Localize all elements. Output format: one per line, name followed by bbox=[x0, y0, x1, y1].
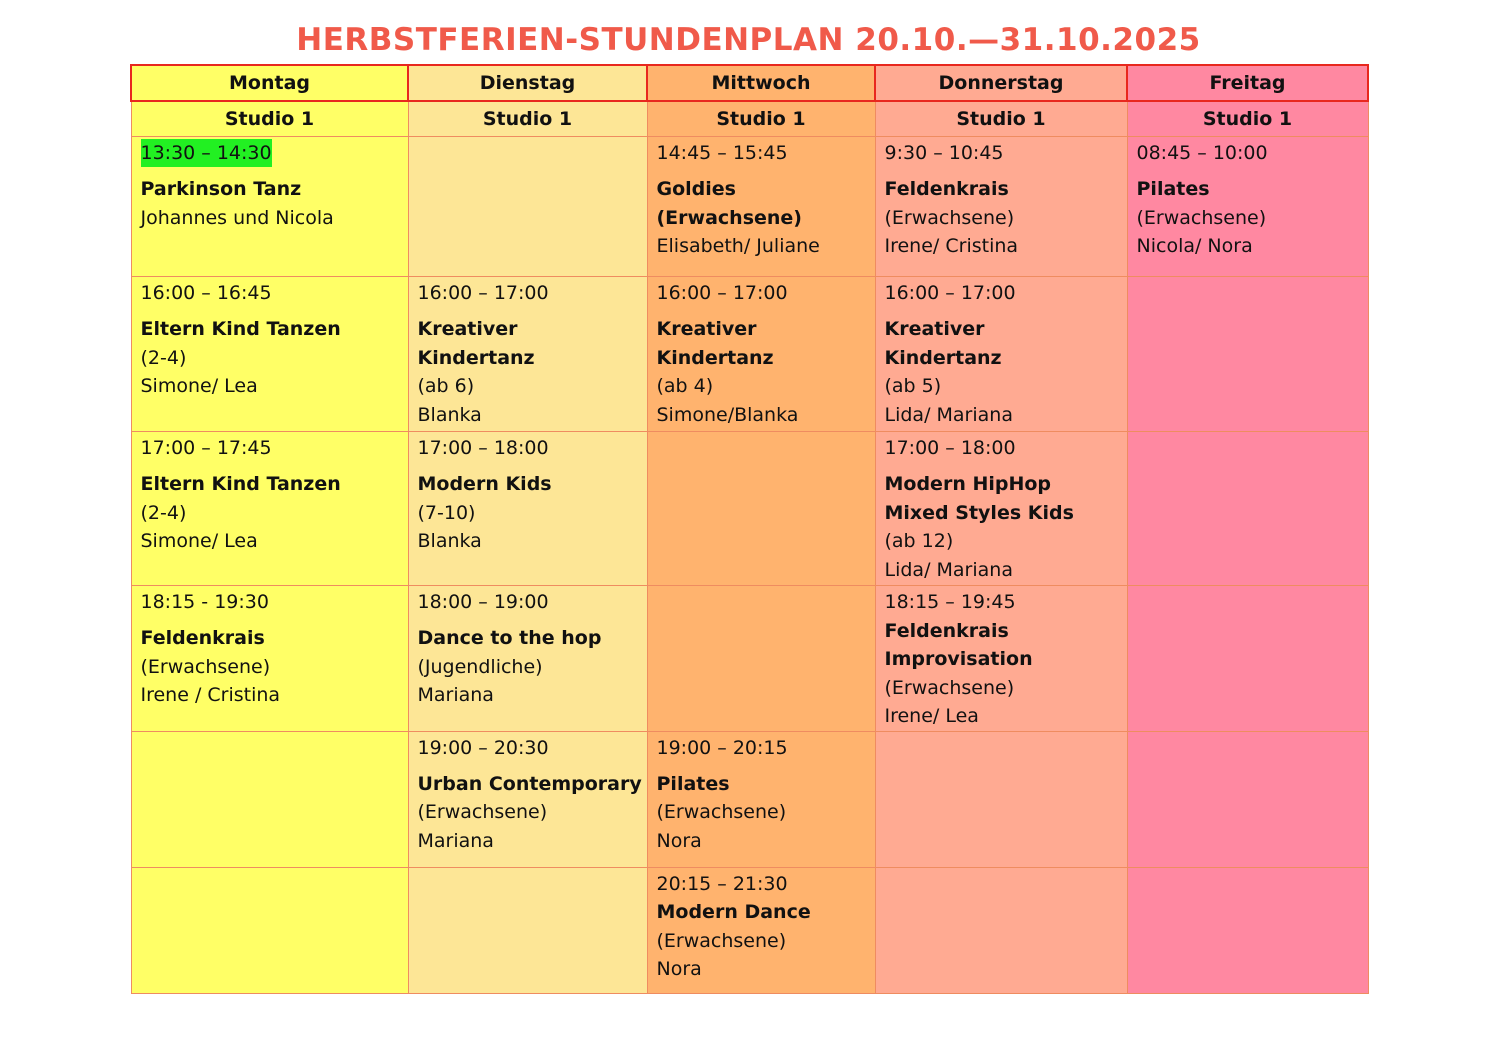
class-cell bbox=[875, 586, 1127, 732]
class-cell bbox=[131, 432, 408, 586]
class-name: Kreativer bbox=[656, 318, 757, 340]
class-name: Modern Dance bbox=[656, 901, 811, 923]
class-time: 19:00 – 20:15 bbox=[656, 736, 788, 759]
class-detail: Blanka bbox=[417, 530, 482, 552]
class-cell bbox=[647, 277, 875, 432]
studio-label: Studio 1 bbox=[647, 101, 875, 137]
empty-cell bbox=[131, 731, 408, 867]
class-entry bbox=[409, 586, 647, 710]
class-name: Feldenkrais bbox=[140, 627, 265, 649]
class-name: Feldenkrais bbox=[884, 619, 1009, 642]
class-time: 13:30 – 14:30 bbox=[141, 139, 272, 167]
class-cell bbox=[647, 731, 875, 867]
class-cell bbox=[408, 586, 647, 732]
class-time: 19:00 – 20:30 bbox=[417, 736, 549, 759]
class-time: 20:15 – 21:30 bbox=[656, 872, 788, 895]
class-entry bbox=[132, 277, 408, 401]
class-cell bbox=[875, 432, 1127, 586]
empty-cell bbox=[408, 137, 647, 277]
class-detail: Irene/ Lea bbox=[884, 705, 979, 727]
class-detail: Nora bbox=[656, 958, 702, 980]
empty-cell bbox=[1127, 277, 1368, 432]
class-time: 17:00 – 18:00 bbox=[417, 437, 549, 459]
class-entry bbox=[648, 137, 875, 261]
schedule-table bbox=[130, 64, 1369, 994]
empty-cell bbox=[647, 586, 875, 732]
class-entry bbox=[409, 432, 647, 556]
class-detail: (Erwachsene) bbox=[417, 801, 548, 823]
class-entry bbox=[648, 868, 875, 984]
empty-cell bbox=[408, 867, 647, 993]
class-entry bbox=[648, 732, 875, 856]
class-detail: (ab 12) bbox=[884, 530, 954, 552]
class-detail: Simone/ Lea bbox=[140, 375, 258, 397]
empty-cell bbox=[875, 731, 1127, 867]
class-entry bbox=[132, 586, 408, 710]
schedule-row bbox=[131, 867, 1368, 993]
class-name: Kindertanz bbox=[417, 346, 535, 369]
class-cell bbox=[875, 277, 1127, 432]
empty-cell bbox=[647, 432, 875, 586]
class-detail: (7-10) bbox=[417, 501, 476, 524]
class-name: Pilates bbox=[1136, 178, 1210, 200]
class-entry bbox=[876, 137, 1127, 261]
class-detail: (Erwachsene) bbox=[656, 801, 787, 823]
class-detail: (Erwachsene) bbox=[1136, 206, 1267, 229]
class-cell bbox=[131, 586, 408, 732]
class-time: 17:00 – 17:45 bbox=[140, 437, 272, 459]
class-name: Eltern Kind Tanzen bbox=[140, 473, 341, 495]
class-time: 17:00 – 18:00 bbox=[884, 437, 1016, 459]
day-header-dienstag: Dienstag bbox=[408, 65, 647, 101]
class-detail: Irene / Cristina bbox=[140, 684, 281, 706]
schedule-row bbox=[131, 137, 1368, 277]
schedule-row bbox=[131, 277, 1368, 432]
class-name: Kreativer bbox=[417, 318, 518, 340]
class-detail: (Erwachsene) bbox=[140, 655, 271, 678]
class-time: 18:15 – 19:45 bbox=[884, 591, 1016, 613]
class-detail: (2-4) bbox=[140, 501, 187, 524]
class-time: 18:00 – 19:00 bbox=[417, 591, 549, 613]
class-name: Kindertanz bbox=[884, 346, 1002, 369]
class-detail: (ab 4) bbox=[656, 375, 714, 397]
schedule-row bbox=[131, 586, 1368, 732]
class-name: Urban Contemporary bbox=[417, 772, 642, 795]
class-name: Modern HipHop bbox=[884, 473, 1052, 495]
class-name: Feldenkrais bbox=[884, 178, 1009, 200]
class-time: 18:15 - 19:30 bbox=[140, 591, 269, 613]
class-detail: Simone/Blanka bbox=[656, 403, 799, 426]
class-name: Pilates bbox=[656, 772, 730, 795]
empty-cell bbox=[1127, 867, 1368, 993]
class-detail: Elisabeth/ Juliane bbox=[656, 235, 820, 257]
class-cell bbox=[131, 137, 408, 277]
day-header-row bbox=[131, 65, 1368, 101]
class-detail: Blanka bbox=[417, 403, 482, 426]
schedule-row bbox=[131, 432, 1368, 586]
class-detail: Lida/ Mariana bbox=[884, 403, 1013, 426]
studio-label: Studio 1 bbox=[875, 101, 1127, 137]
day-header-mittwoch: Mittwoch bbox=[647, 65, 875, 101]
class-entry bbox=[876, 586, 1127, 731]
class-name: Modern Kids bbox=[417, 473, 552, 495]
class-entry bbox=[409, 732, 647, 856]
class-cell bbox=[408, 731, 647, 867]
class-detail: Nora bbox=[656, 829, 702, 852]
class-detail: (Erwachsene) bbox=[884, 676, 1015, 699]
class-cell bbox=[408, 432, 647, 586]
class-entry bbox=[876, 277, 1127, 429]
class-detail: (ab 6) bbox=[417, 375, 475, 397]
class-detail: Mariana bbox=[417, 684, 494, 706]
studio-label: Studio 1 bbox=[408, 101, 647, 137]
day-header-donnerstag: Donnerstag bbox=[875, 65, 1127, 101]
day-header-montag: Montag bbox=[131, 65, 408, 101]
class-cell bbox=[647, 867, 875, 993]
class-detail: Simone/ Lea bbox=[140, 530, 258, 552]
class-name: Dance to the hop bbox=[417, 627, 602, 649]
class-detail: (ab 5) bbox=[884, 375, 942, 397]
class-detail: Johannes und Nicola bbox=[140, 206, 334, 229]
class-time: 16:00 – 17:00 bbox=[656, 282, 788, 304]
class-cell bbox=[131, 277, 408, 432]
class-time: 14:45 – 15:45 bbox=[656, 142, 788, 164]
class-cell bbox=[875, 137, 1127, 277]
class-entry bbox=[648, 277, 875, 429]
class-name: (Erwachsene) bbox=[656, 206, 802, 229]
class-cell bbox=[647, 137, 875, 277]
class-entry bbox=[876, 432, 1127, 584]
class-cell bbox=[408, 277, 647, 432]
class-entry bbox=[132, 137, 408, 232]
class-name: Mixed Styles Kids bbox=[884, 501, 1074, 524]
class-time: 9:30 – 10:45 bbox=[884, 142, 1004, 164]
studio-header-row bbox=[131, 101, 1368, 137]
class-detail: Mariana bbox=[417, 829, 494, 852]
class-detail: Lida/ Mariana bbox=[884, 558, 1013, 581]
class-detail: Nicola/ Nora bbox=[1136, 235, 1253, 257]
class-entry bbox=[132, 432, 408, 556]
studio-label: Studio 1 bbox=[1127, 101, 1368, 137]
day-header-freitag: Freitag bbox=[1127, 65, 1368, 101]
class-name: Parkinson Tanz bbox=[140, 178, 302, 200]
studio-label: Studio 1 bbox=[131, 101, 408, 137]
class-name: Eltern Kind Tanzen bbox=[140, 318, 341, 340]
class-entry bbox=[1128, 137, 1368, 261]
class-cell bbox=[1127, 137, 1368, 277]
class-name: Improvisation bbox=[884, 648, 1033, 670]
empty-cell bbox=[131, 867, 408, 993]
class-time: 16:00 – 17:00 bbox=[417, 282, 549, 304]
empty-cell bbox=[1127, 432, 1368, 586]
class-time: 16:00 – 17:00 bbox=[884, 282, 1016, 304]
page-title: HERBSTFERIEN-STUNDENPLAN 20.10.—31.10.2025 bbox=[296, 22, 1201, 58]
class-name: Goldies bbox=[656, 178, 736, 200]
empty-cell bbox=[1127, 586, 1368, 732]
class-name: Kindertanz bbox=[656, 346, 774, 369]
class-name: Kreativer bbox=[884, 318, 985, 340]
class-detail: (Erwachsene) bbox=[656, 929, 787, 952]
class-time: 08:45 – 10:00 bbox=[1136, 142, 1268, 164]
class-detail: (Jugendliche) bbox=[417, 655, 543, 678]
class-detail: (Erwachsene) bbox=[884, 206, 1015, 229]
class-detail: (2-4) bbox=[140, 346, 187, 369]
empty-cell bbox=[875, 867, 1127, 993]
class-entry bbox=[409, 277, 647, 429]
class-time: 16:00 – 16:45 bbox=[140, 282, 272, 304]
class-detail: Irene/ Cristina bbox=[884, 235, 1019, 257]
empty-cell bbox=[1127, 731, 1368, 867]
schedule-row bbox=[131, 731, 1368, 867]
